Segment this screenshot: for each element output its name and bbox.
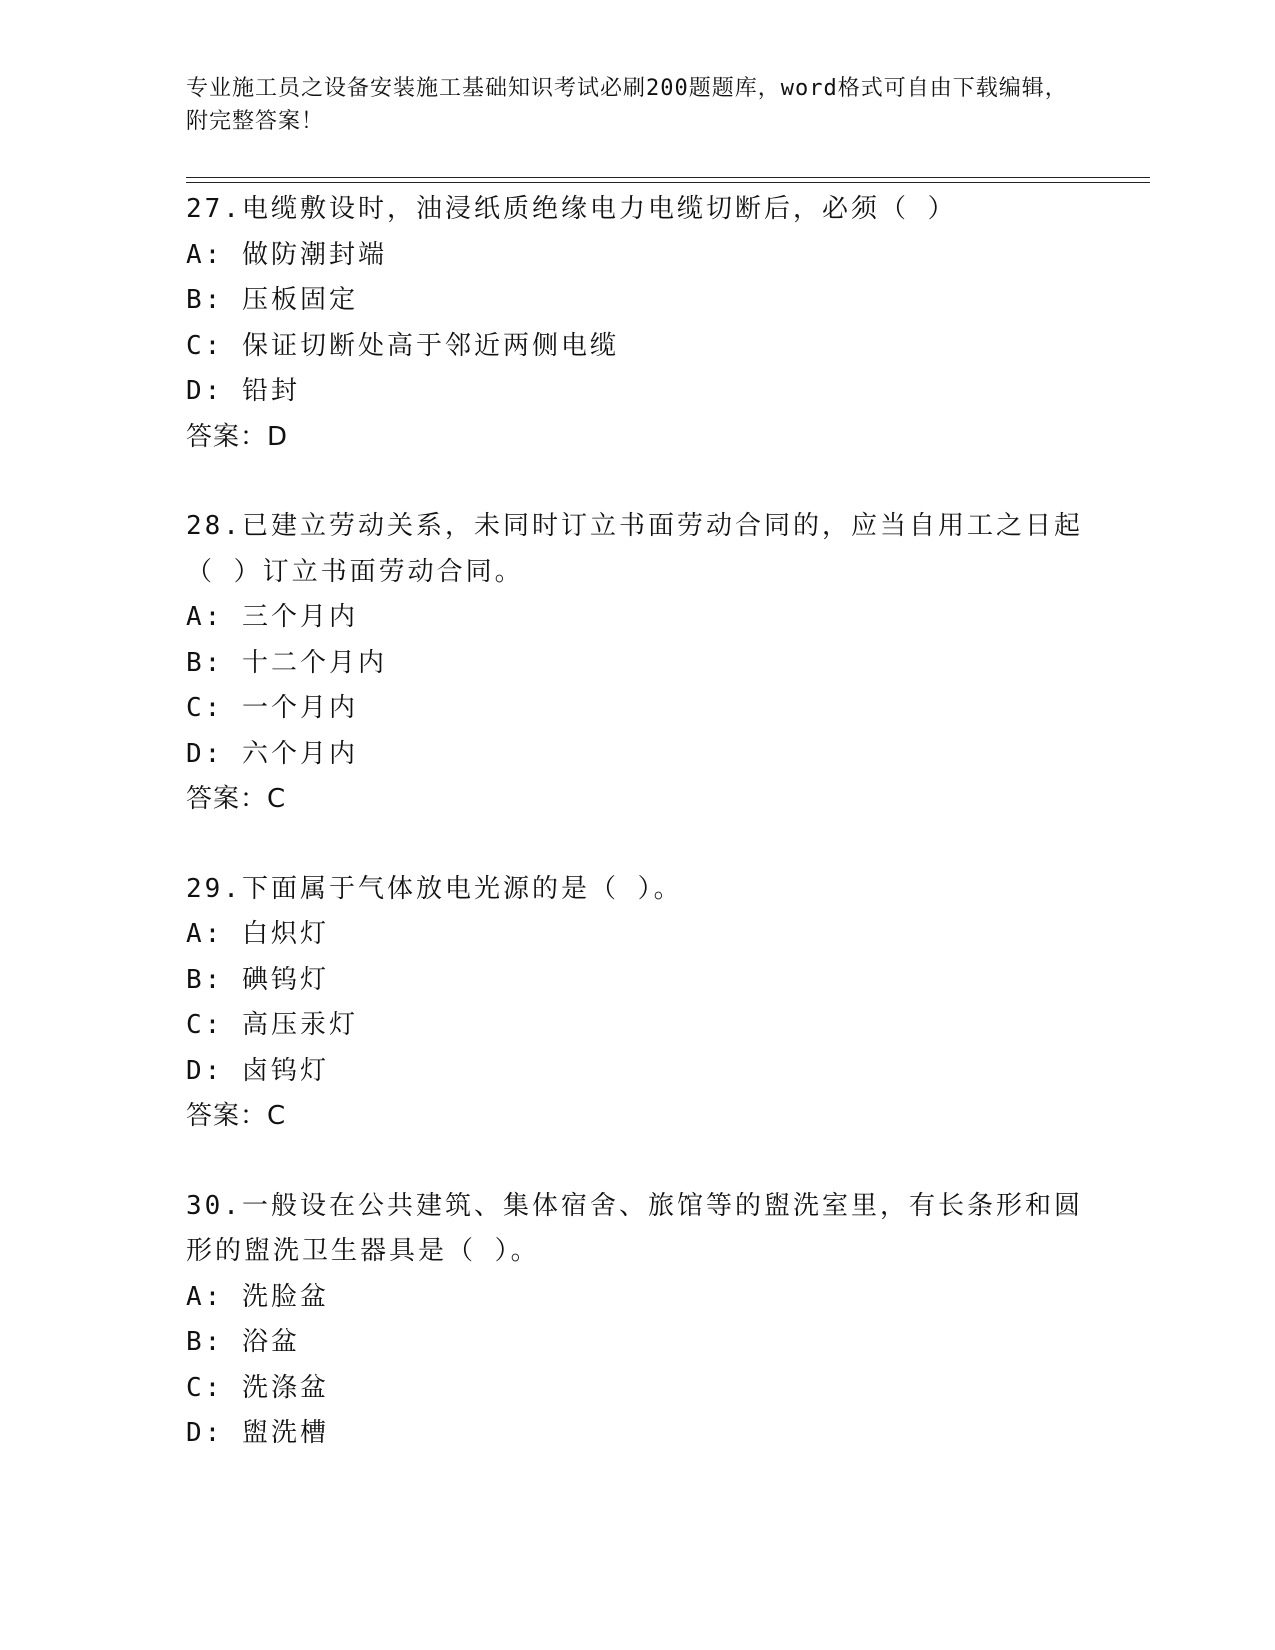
option-c: C: 高压汞灯 — [186, 1010, 358, 1040]
option-d: D: 卤钨灯 — [186, 1055, 329, 1086]
option-a: A: 白炽灯 — [186, 919, 329, 949]
option-b: B: 碘钨灯 — [186, 964, 329, 995]
question-stem: 29.下面属于气体放电光源的是（ ）。 — [186, 873, 683, 904]
question-30 — [186, 1184, 1086, 1457]
option-c: C: 保证切断处高于邻近两侧电缆 — [186, 330, 619, 361]
document-header: 专业施工员之设备安装施工基础知识考试必刷200题题库，word格式可自由下载编辑，附完整答案！ — [186, 76, 1068, 134]
option-a: A: 洗脸盆 — [186, 1281, 329, 1312]
question-list — [186, 187, 1086, 1501]
option-b: B: 十二个月内 — [186, 647, 387, 678]
question-stem: 30.一般设在公共建筑、集体宿舍、旅馆等的盥洗室里，有长条形和圆形的盥洗卫生器具是（ ）。 — [186, 1190, 1083, 1266]
header-rule-top — [186, 177, 1150, 178]
option-b: B: 压板固定 — [186, 285, 358, 315]
option-a: A: 三个月内 — [186, 602, 358, 632]
option-c: C: 一个月内 — [186, 693, 358, 723]
option-a: A: 做防潮封端 — [186, 239, 387, 270]
question-29 — [186, 867, 1086, 1140]
question-stem: 28.已建立劳动关系，未同时订立书面劳动合同的，应当自用工之日起（ ）订立书面劳动合同。 — [186, 511, 1083, 587]
answer: 答案：D — [186, 421, 289, 452]
option-b: B: 浴盆 — [186, 1327, 300, 1357]
question-27 — [186, 187, 1086, 460]
option-d: D: 六个月内 — [186, 738, 358, 769]
question-stem: 27.电缆敷设时，油浸纸质绝缘电力电缆切断后，必须（ ） — [186, 194, 957, 224]
answer: 答案：C — [186, 784, 287, 814]
option-c: C: 洗涤盆 — [186, 1372, 329, 1403]
question-28 — [186, 504, 1086, 823]
option-d: D: 盥洗槽 — [186, 1418, 329, 1448]
answer: 答案：C — [186, 1101, 287, 1131]
option-d: D: 铅封 — [186, 376, 300, 406]
header-rule-bottom — [186, 182, 1150, 183]
